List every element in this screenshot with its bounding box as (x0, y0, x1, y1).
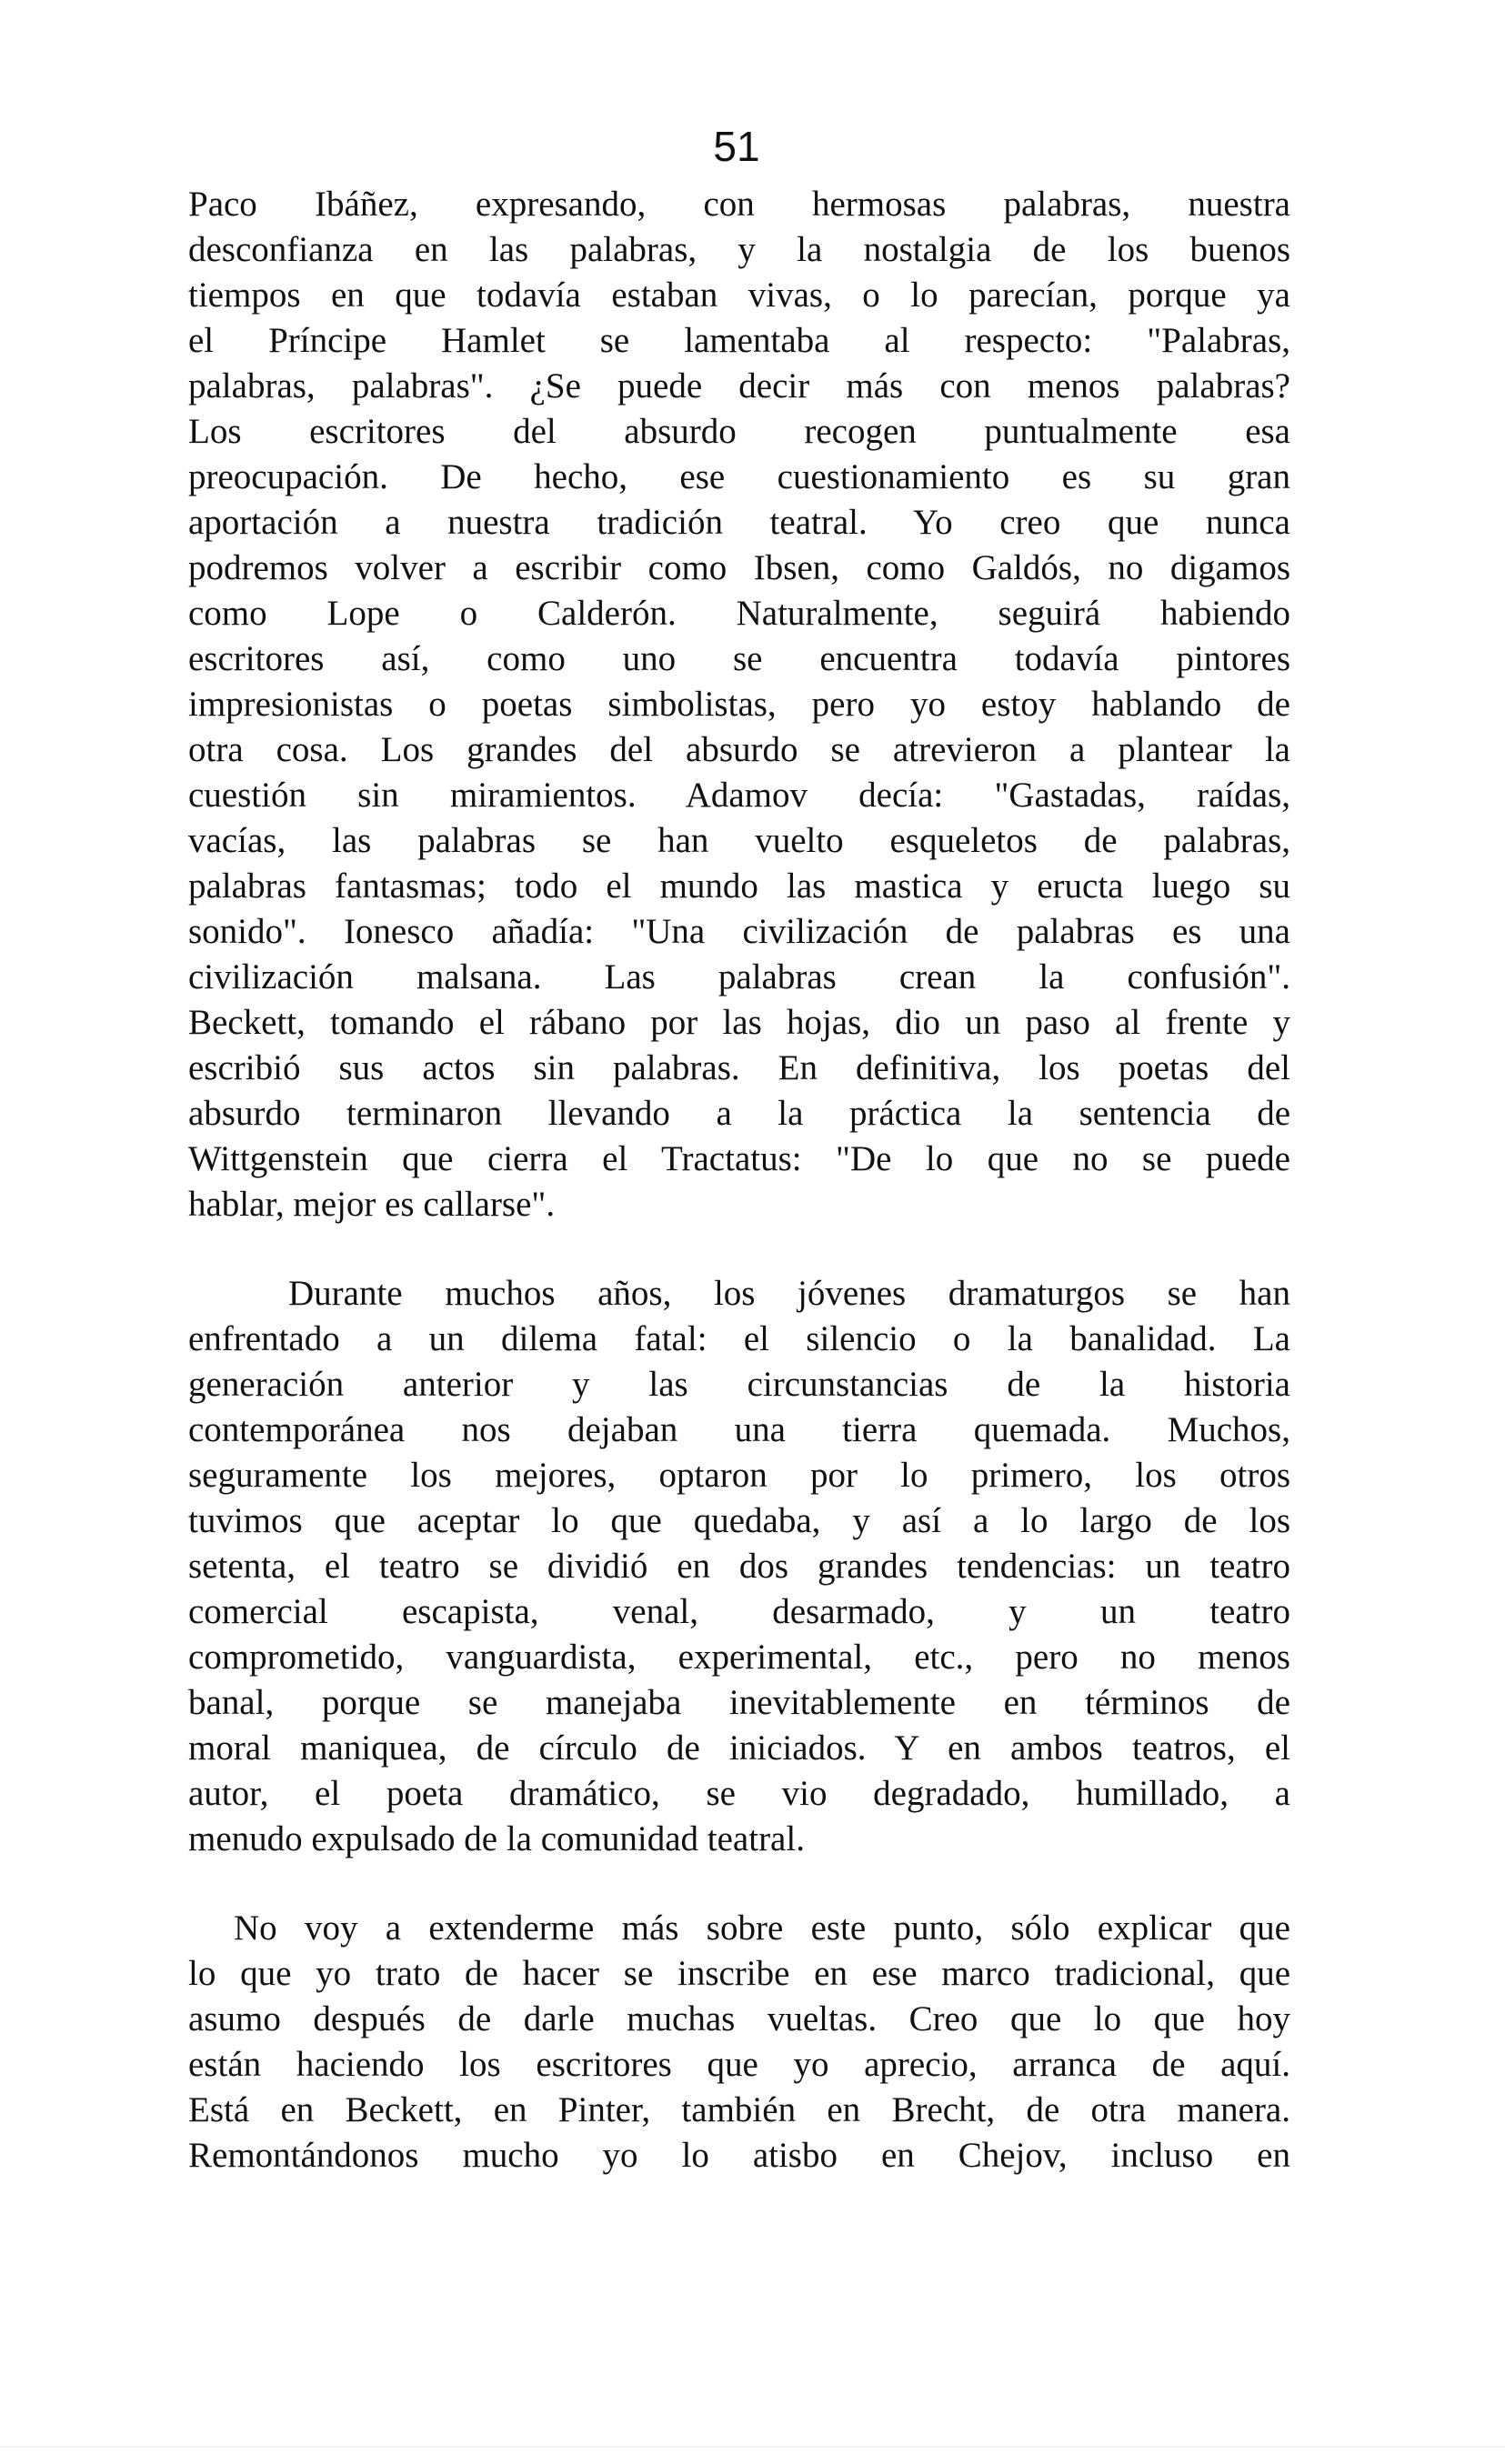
paragraph-line: menudo expulsado de la comunidad teatral. (188, 1819, 805, 1858)
paragraph-line: hablar, mejor es callarse". (188, 1185, 556, 1224)
paragraph-line: tuvimos que aceptar lo que quedaba, y así a lo largo de los (188, 1501, 1290, 1540)
paragraph-line: civilización malsana. Las palabras crean la confusión". (188, 957, 1290, 997)
paragraph-line: enfrentado a un dilema fatal: el silencio o la banalidad. La (188, 1319, 1290, 1358)
page-number: 51 (713, 123, 760, 170)
paragraph-line: Remontándonos mucho yo lo atisbo en Chejov, incluso en (188, 2136, 1290, 2175)
paragraph-line: banal, porque se manejaba inevitablemente en términos de (188, 1683, 1290, 1722)
scan-bottom-edge (0, 2446, 1505, 2448)
paragraph-line: impresionistas o poetas simbolistas, pero yo estoy hablando de (188, 685, 1290, 724)
paragraph-line: el Príncipe Hamlet se lamentaba al respecto: "Palabras, (188, 321, 1290, 360)
paragraph-line: podremos volver a escribir como Ibsen, como Galdós, no digamos (188, 548, 1290, 587)
paragraph-line: palabras fantasmas; todo el mundo las mastica y eructa luego su (188, 866, 1290, 906)
paragraph-line: palabras, palabras". ¿Se puede decir más con menos palabras? (188, 366, 1290, 406)
paragraph-line: moral maniquea, de círculo de iniciados. Y en ambos teatros, el (188, 1728, 1290, 1768)
paragraph-line: asumo después de darle muchas vueltas. Creo que lo que hoy (188, 1999, 1290, 2038)
paragraph-line: Está en Beckett, en Pinter, también en Brecht, de otra manera. (188, 2090, 1290, 2129)
paragraph-line: sonido". Ionesco añadía: "Una civilización de palabras es una (188, 912, 1290, 951)
paragraph-line: setenta, el teatro se dividió en dos grandes tendencias: un teatro (188, 1547, 1290, 1586)
paragraph-line: contemporánea nos dejaban una tierra quemada. Muchos, (188, 1410, 1290, 1449)
paragraph-3 (188, 1906, 1290, 2179)
paragraph-line: otra cosa. Los grandes del absurdo se atrevieron a plantear la (188, 730, 1290, 769)
paragraph-line: autor, el poeta dramático, se vio degradado, humillado, a (188, 1774, 1290, 1813)
paragraph-line: tiempos en que todavía estaban vivas, o lo parecían, porque ya (188, 275, 1290, 315)
paragraph-line: vacías, las palabras se han vuelto esqueletos de palabras, (188, 821, 1290, 860)
paragraph-line: Durante muchos años, los jóvenes dramaturgos se han (288, 1274, 1290, 1313)
paragraph-line: escribió sus actos sin palabras. En definitiva, los poetas del (188, 1048, 1290, 1087)
paragraph-line: comercial escapista, venal, desarmado, y un teatro (188, 1592, 1290, 1631)
paragraph-line: lo que yo trato de hacer se inscribe en ese marco tradicional, que (188, 1954, 1290, 1993)
paragraph-line: están haciendo los escritores que yo aprecio, arranca de aquí. (188, 2045, 1290, 2084)
paragraph-line: absurdo terminaron llevando a la práctica la sentencia de (188, 1094, 1290, 1133)
paragraph-line: Beckett, tomando el rábano por las hojas, dio un paso al frente y (188, 1003, 1290, 1042)
paragraph-2 (188, 1271, 1290, 1862)
paragraph-line: comprometido, vanguardista, experimental, etc., pero no menos (188, 1638, 1290, 1677)
paragraph-line: desconfianza en las palabras, y la nostalgia de los buenos (188, 230, 1290, 269)
paragraph-line: generación anterior y las circunstancias de la historia (188, 1365, 1290, 1404)
paragraph-line: seguramente los mejores, optaron por lo primero, los otros (188, 1456, 1290, 1495)
paragraph-line: Wittgenstein que cierra el Tractatus: "De lo que no se puede (188, 1139, 1290, 1178)
paragraph-line: Paco Ibáñez, expresando, con hermosas palabras, nuestra (188, 185, 1290, 224)
paragraph-line: Los escritores del absurdo recogen puntualmente esa (188, 412, 1290, 451)
paragraph-line: cuestión sin miramientos. Adamov decía: "Gastadas, raídas, (188, 776, 1290, 815)
paragraph-line: No voy a extenderme más sobre este punto, sólo explicar que (234, 1908, 1290, 1948)
paragraph-line: como Lope o Calderón. Naturalmente, seguirá habiendo (188, 594, 1290, 633)
paragraph-line: preocupación. De hecho, ese cuestionamiento es su gran (188, 457, 1290, 496)
paragraph-line: escritores así, como uno se encuentra todavía pintores (188, 639, 1290, 678)
paragraph-line: aportación a nuestra tradición teatral. Yo creo que nunca (188, 503, 1290, 542)
paragraph-1 (188, 182, 1290, 1227)
